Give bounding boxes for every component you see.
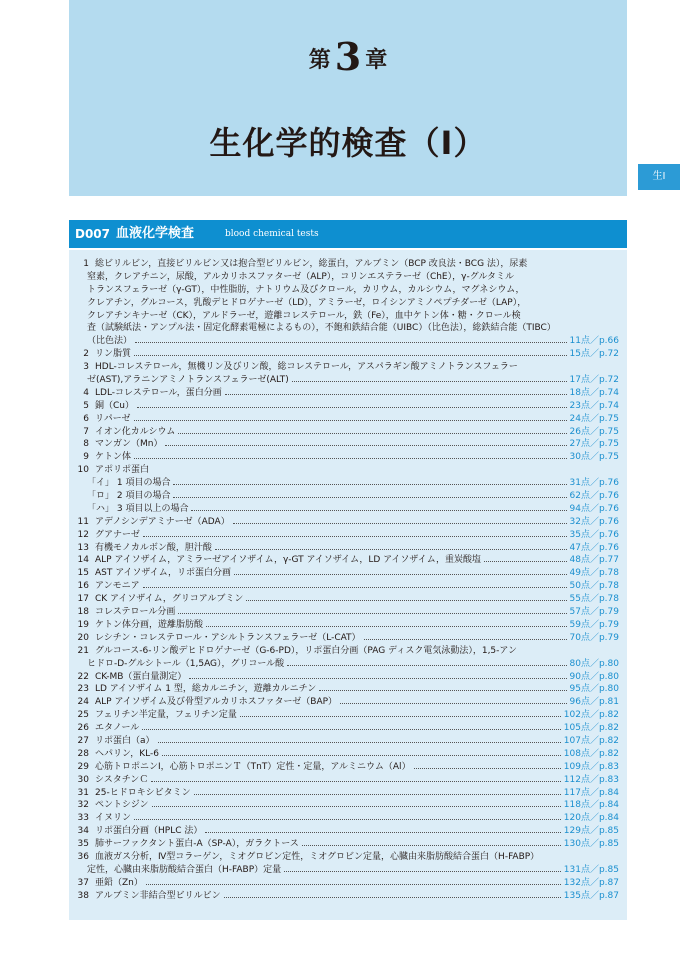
item-number: 14 bbox=[77, 555, 89, 566]
dotted-leader bbox=[205, 832, 560, 833]
item-number: 21 bbox=[77, 645, 89, 656]
item-number: 32 bbox=[77, 800, 89, 811]
item-number: 24 bbox=[77, 697, 89, 708]
dotted-leader bbox=[178, 433, 566, 434]
dotted-leader bbox=[340, 703, 566, 704]
dotted-leader bbox=[146, 884, 561, 885]
dotted-leader bbox=[284, 871, 561, 872]
item-number: 25 bbox=[77, 710, 89, 721]
side-index-tab[interactable]: 生Ⅰ bbox=[638, 164, 680, 190]
item-number: 15 bbox=[77, 568, 89, 579]
points-page-ref[interactable]: 70点／p.79 bbox=[569, 632, 619, 643]
points-page-ref[interactable]: 95点／p.80 bbox=[569, 684, 619, 695]
dotted-leader bbox=[215, 549, 567, 550]
item-text: イヌリン bbox=[95, 813, 132, 824]
points-page-ref[interactable]: 50点／p.78 bbox=[569, 581, 619, 592]
dotted-leader bbox=[134, 458, 567, 459]
dotted-leader bbox=[152, 806, 561, 807]
points-page-ref[interactable]: 26点／p.75 bbox=[569, 426, 619, 437]
dotted-leader bbox=[302, 845, 561, 846]
list-item-continuation bbox=[73, 335, 619, 348]
points-page-ref[interactable]: 120点／p.84 bbox=[563, 813, 619, 824]
points-page-ref[interactable]: 59点／p.79 bbox=[569, 619, 619, 630]
list-item-continuation bbox=[73, 322, 619, 335]
points-page-ref[interactable]: 131点／p.85 bbox=[563, 864, 619, 875]
list-item bbox=[73, 426, 619, 439]
item-number: 27 bbox=[77, 735, 89, 746]
item-text: アポリポ蛋白 bbox=[95, 465, 150, 476]
dotted-leader bbox=[143, 536, 567, 537]
list-subitem bbox=[73, 490, 619, 503]
dotted-leader bbox=[234, 574, 566, 575]
dotted-leader bbox=[292, 381, 567, 382]
list-item bbox=[73, 619, 619, 632]
item-number: 22 bbox=[77, 671, 89, 682]
item-text: アルブミン非結合型ビリルビン bbox=[95, 890, 221, 901]
item-text: 血液ガス分析，Ⅳ型コラーゲン，ミオグロビン定性，ミオグロビン定量，心臓由来脂肪酸結合蛋白（H-FABP） bbox=[95, 851, 540, 862]
list-item bbox=[73, 529, 619, 542]
dotted-leader bbox=[287, 665, 566, 666]
item-number: 37 bbox=[77, 877, 89, 888]
chapter-number: 3 bbox=[334, 34, 362, 79]
list-item bbox=[73, 787, 619, 800]
list-item bbox=[73, 696, 619, 709]
points-page-ref[interactable]: 108点／p.82 bbox=[563, 748, 619, 759]
item-text: LDL-コレステロール，蛋白分画 bbox=[95, 387, 222, 398]
item-text: アデノシンデアミナーゼ（ADA） bbox=[95, 516, 230, 527]
item-text: 「ロ」 2 項目の場合 bbox=[87, 491, 171, 502]
list-item-continuation bbox=[73, 271, 619, 284]
points-page-ref[interactable]: 57点／p.79 bbox=[569, 607, 619, 618]
points-page-ref[interactable]: 30点／p.75 bbox=[569, 452, 619, 463]
item-number: 26 bbox=[77, 723, 89, 734]
item-text: アンモニア bbox=[95, 581, 140, 592]
dotted-leader bbox=[414, 768, 561, 769]
list-item bbox=[73, 774, 619, 787]
points-page-ref[interactable]: 105点／p.82 bbox=[563, 723, 619, 734]
dotted-leader bbox=[224, 897, 561, 898]
test-item-list bbox=[73, 258, 619, 903]
points-page-ref[interactable]: 112点／p.83 bbox=[563, 774, 619, 785]
dotted-leader bbox=[142, 729, 561, 730]
item-number: 9 bbox=[83, 452, 89, 463]
points-page-ref[interactable]: 118点／p.84 bbox=[563, 800, 619, 811]
list-item bbox=[73, 542, 619, 555]
dotted-leader bbox=[189, 678, 566, 679]
list-item bbox=[73, 709, 619, 722]
item-number: 20 bbox=[77, 632, 89, 643]
points-page-ref[interactable]: 35点／p.76 bbox=[569, 529, 619, 540]
list-item bbox=[73, 400, 619, 413]
list-item bbox=[73, 258, 619, 271]
item-text: コレステロール分画 bbox=[95, 607, 176, 618]
points-page-ref[interactable]: 135点／p.87 bbox=[563, 890, 619, 901]
points-page-ref[interactable]: 55点／p.78 bbox=[569, 594, 619, 605]
points-page-ref[interactable]: 48点／p.77 bbox=[569, 555, 619, 566]
item-text: リン脂質 bbox=[95, 349, 132, 360]
points-page-ref[interactable]: 27点／p.75 bbox=[569, 439, 619, 450]
item-text: グアナーゼ bbox=[95, 529, 140, 540]
points-page-ref[interactable]: 80点／p.80 bbox=[569, 658, 619, 669]
list-item bbox=[73, 606, 619, 619]
chapter-suffix: 章 bbox=[365, 48, 388, 73]
item-number: 18 bbox=[77, 607, 89, 618]
dotted-leader bbox=[158, 742, 561, 743]
dotted-leader bbox=[225, 394, 567, 395]
list-subitem bbox=[73, 503, 619, 516]
dotted-leader bbox=[191, 510, 566, 511]
item-text: 肺サーファクタント蛋白-A（SP-A），ガラクトース bbox=[95, 839, 299, 850]
item-number: 35 bbox=[77, 839, 89, 850]
item-number: 28 bbox=[77, 748, 89, 759]
list-item bbox=[73, 748, 619, 761]
points-page-ref[interactable]: 17点／p.72 bbox=[569, 375, 619, 386]
list-item bbox=[73, 735, 619, 748]
item-text: シスタチンＣ bbox=[95, 774, 149, 785]
item-text: 総ビリルビン，直接ビリルビン又は抱合型ビリルビン，総蛋白，アルブミン（BCP 改良法・BCG 法），尿素 bbox=[95, 259, 528, 269]
dotted-leader bbox=[173, 497, 566, 498]
dotted-leader bbox=[240, 716, 561, 717]
list-item bbox=[73, 516, 619, 529]
points-page-ref[interactable]: 62点／p.76 bbox=[569, 491, 619, 502]
points-page-ref[interactable]: 102点／p.82 bbox=[563, 710, 619, 721]
list-item-continuation bbox=[73, 310, 619, 323]
item-number: 11 bbox=[77, 516, 89, 527]
dotted-leader bbox=[137, 407, 567, 408]
item-text: リポ蛋白分画（HPLC 法） bbox=[95, 826, 203, 837]
item-text: CK-MB（蛋白量測定） bbox=[95, 671, 187, 682]
dotted-leader bbox=[143, 587, 567, 588]
dotted-leader bbox=[134, 819, 561, 820]
item-number: 10 bbox=[77, 465, 89, 476]
list-item bbox=[73, 451, 619, 464]
points-page-ref[interactable]: 130点／p.85 bbox=[563, 839, 619, 850]
list-item bbox=[73, 387, 619, 400]
points-page-ref[interactable]: 96点／p.81 bbox=[569, 697, 619, 708]
item-text: 定性，心臓由来脂肪酸結合蛋白（H-FABP）定量 bbox=[87, 864, 282, 875]
item-text: ヘパリン，KL-6 bbox=[95, 748, 160, 759]
item-number: 23 bbox=[77, 684, 89, 695]
item-number: 36 bbox=[77, 851, 89, 862]
chapter-title: 生化学的検査（Ⅰ） bbox=[209, 124, 487, 162]
list-item-continuation bbox=[73, 374, 619, 387]
section-title: 血液化学検査 bbox=[116, 226, 195, 241]
points-page-ref[interactable]: 47点／p.76 bbox=[569, 542, 619, 553]
dotted-leader bbox=[134, 420, 567, 421]
item-text: ケトン体分画，遊離脂肪酸 bbox=[95, 619, 204, 630]
points-page-ref[interactable]: 11点／p.66 bbox=[569, 336, 619, 347]
item-text: 査（試験紙法・アンプル法・固定化酵素電極によるもの），不飽和鉄結合能（UIBC）（比色法），総鉄結合能（TIBC） bbox=[87, 323, 556, 334]
item-text: ケトン体 bbox=[95, 452, 132, 463]
list-item bbox=[73, 851, 619, 864]
list-subitem bbox=[73, 477, 619, 490]
item-text: ペントシジン bbox=[95, 800, 149, 811]
item-text: クレアチン，グルコース，乳酸デヒドロゲナーゼ（LD），アミラーゼ，ロイシンアミノペプチダーゼ（LAP）， bbox=[87, 297, 527, 308]
item-number: 33 bbox=[77, 813, 89, 824]
item-text: 銅（Cu） bbox=[95, 400, 134, 411]
item-number: 34 bbox=[77, 826, 89, 837]
points-page-ref[interactable]: 109点／p.83 bbox=[563, 761, 619, 772]
item-text: 心筋トロポニンⅠ，心筋トロポニンＴ（TnT）定性・定量，アルミニウム（Al） bbox=[95, 761, 411, 772]
item-number: 19 bbox=[77, 619, 89, 630]
item-text: ゼ(AST),アラニンアミノトランスフェラーゼ(ALT) bbox=[87, 375, 289, 386]
item-text: 「イ」 1 項目の場合 bbox=[87, 478, 171, 489]
item-text: 25-ヒドロキシビタミン bbox=[95, 787, 191, 798]
points-page-ref[interactable]: 49点／p.78 bbox=[569, 568, 619, 579]
item-text: CK アイソザイム，グリコアルブミン bbox=[95, 594, 244, 605]
list-item bbox=[73, 838, 619, 851]
item-number: 1 bbox=[83, 259, 89, 269]
item-text: 「ハ」 3 項目以上の場合 bbox=[87, 503, 189, 514]
dotted-leader bbox=[364, 639, 567, 640]
dotted-leader bbox=[173, 484, 566, 485]
dotted-leader bbox=[246, 600, 566, 601]
item-text: LD アイソザイム 1 型，総カルニチン，遊離カルニチン bbox=[95, 684, 317, 695]
item-number: 8 bbox=[83, 439, 89, 450]
item-text: AST アイソザイム，リポ蛋白分画 bbox=[95, 568, 232, 579]
dotted-leader bbox=[484, 561, 567, 562]
item-text: レシチン・コレステロール・アシルトランスフェラーゼ（L-CAT） bbox=[95, 632, 361, 643]
points-page-ref[interactable]: 107点／p.82 bbox=[563, 735, 619, 746]
dotted-leader bbox=[233, 523, 567, 524]
list-item bbox=[73, 877, 619, 890]
list-item bbox=[73, 413, 619, 426]
item-number: 16 bbox=[77, 581, 89, 592]
item-text: ALP アイソザイム及び骨型アルカリホスファターゼ（BAP） bbox=[95, 697, 338, 708]
list-item bbox=[73, 722, 619, 735]
dotted-leader bbox=[151, 781, 561, 782]
points-page-ref[interactable]: 32点／p.76 bbox=[569, 516, 619, 527]
points-page-ref[interactable]: 132点／p.87 bbox=[563, 877, 619, 888]
item-text: リパーゼ bbox=[95, 413, 131, 424]
points-page-ref[interactable]: 15点／p.72 bbox=[569, 349, 619, 360]
list-item-continuation bbox=[73, 658, 619, 671]
dotted-leader bbox=[165, 445, 566, 446]
list-item bbox=[73, 438, 619, 451]
list-item bbox=[73, 632, 619, 645]
item-number: 6 bbox=[83, 413, 89, 424]
section-title-en: blood chemical tests bbox=[225, 229, 319, 239]
dotted-leader bbox=[135, 342, 567, 343]
item-number: 5 bbox=[83, 400, 89, 411]
item-number: 13 bbox=[77, 542, 89, 553]
item-text: エタノール bbox=[95, 723, 140, 734]
item-text: ヒドロ-D-グルシトール（1,5AG），グリコール酸 bbox=[87, 658, 285, 669]
item-number: 29 bbox=[77, 761, 89, 772]
item-number: 17 bbox=[77, 594, 89, 605]
list-item bbox=[73, 825, 619, 838]
item-text: フェリチン半定量，フェリチン定量 bbox=[95, 710, 237, 721]
chapter-number-heading bbox=[69, 34, 627, 79]
list-item bbox=[73, 593, 619, 606]
list-item bbox=[73, 348, 619, 361]
list-item bbox=[73, 812, 619, 825]
points-page-ref[interactable]: 90点／p.80 bbox=[569, 671, 619, 682]
item-text: ALP アイソザイム，アミラーゼアイソザイム，γ-GT アイソザイム，LD アイソザイム，重炭酸塩 bbox=[95, 555, 481, 566]
item-text: グルコース-6-リン酸デヒドロゲナーゼ（G-6-PD），リポ蛋白分画（PAG ディスク電気泳動法），1,5-アン bbox=[95, 645, 518, 656]
item-text: リポ蛋白（a） bbox=[95, 735, 155, 746]
points-page-ref[interactable]: 94点／p.76 bbox=[569, 503, 619, 514]
list-item bbox=[73, 890, 619, 903]
item-number: 31 bbox=[77, 787, 89, 798]
item-text: 窒素，クレアチニン，尿酸，アルカリホスファターゼ（ALP），コリンエステラーゼ（ChE），γ-グルタミル bbox=[87, 271, 515, 282]
item-number: 30 bbox=[77, 774, 89, 785]
list-item bbox=[73, 671, 619, 684]
section-code: D007 bbox=[75, 227, 111, 241]
points-page-ref[interactable]: 31点／p.76 bbox=[569, 478, 619, 489]
item-number: 3 bbox=[83, 362, 89, 373]
list-item bbox=[73, 683, 619, 696]
item-number: 7 bbox=[83, 426, 89, 437]
dotted-leader bbox=[206, 626, 567, 627]
dotted-leader bbox=[178, 613, 566, 614]
item-text: 亜鉛（Zn） bbox=[95, 877, 143, 888]
item-text: マンガン（Mn） bbox=[95, 439, 163, 450]
points-page-ref[interactable]: 18点／p.74 bbox=[569, 387, 619, 398]
item-text: （比色法） bbox=[87, 336, 133, 347]
item-text: トランスフェラーゼ（γ-GT），中性脂肪，ナトリウム及びクロール，カリウム，カルシウム，マグネシウム， bbox=[87, 284, 525, 295]
dotted-leader bbox=[194, 794, 561, 795]
section-header bbox=[69, 220, 627, 248]
list-item bbox=[73, 464, 619, 477]
item-text: イオン化カルシウム bbox=[95, 426, 176, 437]
item-text: 有機モノカルボン酸，胆汁酸 bbox=[95, 542, 212, 553]
list-item-continuation bbox=[73, 284, 619, 297]
dotted-leader bbox=[134, 355, 567, 356]
list-item-continuation bbox=[73, 864, 619, 877]
points-page-ref[interactable]: 23点／p.74 bbox=[569, 400, 619, 411]
list-item-continuation bbox=[73, 297, 619, 310]
dotted-leader bbox=[162, 755, 561, 756]
dotted-leader bbox=[319, 690, 566, 691]
points-page-ref[interactable]: 129点／p.85 bbox=[563, 826, 619, 837]
list-item bbox=[73, 580, 619, 593]
item-text: クレアチンキナーゼ（CK），アルドラーゼ，遊離コレステロール，鉄（Fe），血中ケトン体・糖・クロール検 bbox=[87, 310, 521, 321]
list-item bbox=[73, 554, 619, 567]
item-number: 4 bbox=[83, 387, 89, 398]
item-number: 12 bbox=[77, 529, 89, 540]
points-page-ref[interactable]: 24点／p.75 bbox=[569, 413, 619, 424]
item-number: 2 bbox=[83, 349, 89, 360]
list-item bbox=[73, 799, 619, 812]
list-item bbox=[73, 361, 619, 374]
points-page-ref[interactable]: 117点／p.84 bbox=[563, 787, 619, 798]
list-item bbox=[73, 645, 619, 658]
item-number: 38 bbox=[77, 890, 89, 901]
chapter-prefix: 第 bbox=[308, 48, 331, 73]
list-item bbox=[73, 567, 619, 580]
list-item bbox=[73, 761, 619, 774]
item-text: HDL-コレステロール，無機リン及びリン酸，総コレステロール，アスパラギン酸アミノトランスフェラー bbox=[95, 362, 518, 373]
chapter-banner bbox=[69, 0, 627, 196]
